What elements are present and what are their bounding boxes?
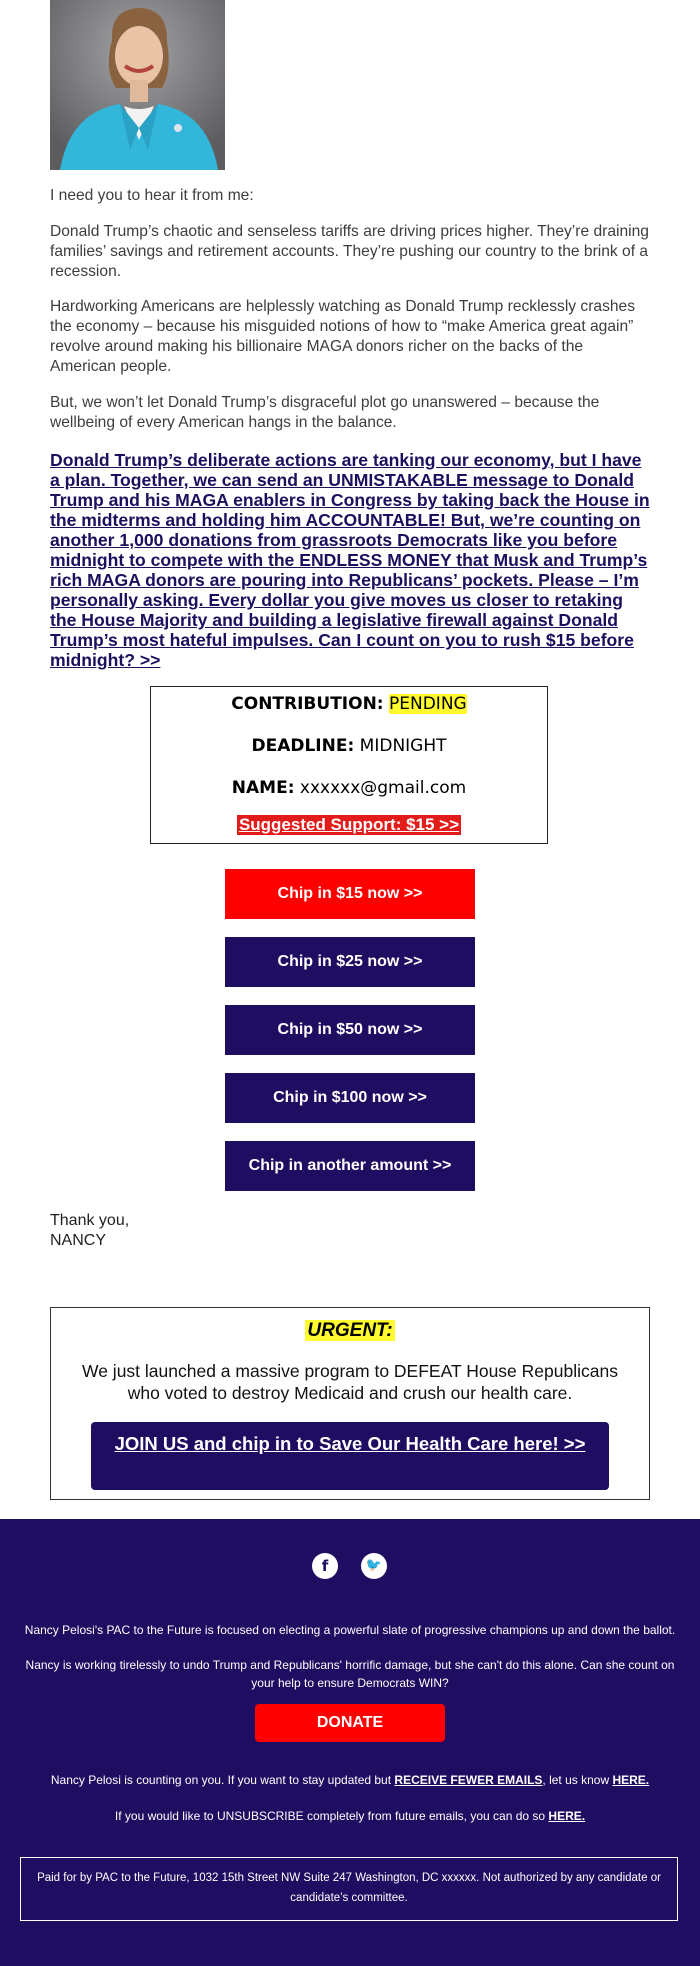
- deadline-label: DEADLINE:: [251, 736, 355, 756]
- body-paragraph-1: Donald Trump’s chaotic and senseless tariffs are driving prices higher. They’re draining families’ savings and retirement accounts. They’re pushing our country to the brink of a recession.: [50, 223, 649, 280]
- chip-in-15-button[interactable]: Chip in $15 now >>: [225, 869, 475, 919]
- name-value: xxxxxx@gmail.com: [299, 778, 467, 798]
- signoff-thanks: Thank you,: [50, 1212, 130, 1229]
- deadline-row: [151, 736, 547, 756]
- footer: [0, 1519, 700, 1966]
- contribution-status-badge: PENDING: [389, 694, 467, 714]
- name-label: NAME:: [231, 778, 295, 798]
- chip-in-25-button[interactable]: Chip in $25 now >>: [225, 937, 475, 987]
- donate-button[interactable]: DONATE: [255, 1704, 445, 1742]
- facebook-icon[interactable]: f: [312, 1553, 338, 1579]
- suggested-row: [151, 815, 547, 835]
- footer-appeal: Nancy is working tirelessly to undo Trump and Republicans' horrific damage, but she can't do this alone. Can she count on your help to ensure Democrats WIN?: [25, 1658, 675, 1690]
- donation-ask-link[interactable]: Donald Trump’s deliberate actions are tanking our economy, but I have a plan. Together, we can send an UNMISTAKABLE message to Donald Trump and his MAGA enablers in Congress by taking back the House in the midterms and holding him ACCOUNTABLE! But, we’re counting on another 1,000 donations from grassroots Democrats like you before midnight to compete with the ENDLESS MONEY that Musk and Trump’s rich MAGA donors are pouring into Republicans’ pockets. Please – I’m personally asking. Every dollar you give moves us closer to retaking the House Majority and building a legislative firewall against Donald Trump’s most hateful impulses. Can I count on you to rush $15 before midnight? >>: [50, 450, 650, 670]
- chip-in-50-button[interactable]: Chip in $50 now >>: [225, 1005, 475, 1055]
- contribution-row: [151, 694, 547, 714]
- name-row: [151, 778, 547, 798]
- deadline-value: MIDNIGHT: [359, 736, 447, 756]
- body-paragraph-2: Hardworking Americans are helplessly watching as Donald Trump recklessly crashes the economy – because his misguided notions of how to “make America great again” revolve around making his billionaire MAGA donors richer on the backs of the American people.: [50, 298, 636, 375]
- urgent-tag: URGENT:: [307, 1320, 393, 1341]
- portrait-photo: [50, 0, 225, 170]
- body-paragraph-3: But, we won’t let Donald Trump’s disgraceful plot go unanswered – because the wellbeing of every American hangs in the balance.: [50, 394, 600, 431]
- chip-in-other-button[interactable]: Chip in another amount >>: [225, 1141, 475, 1191]
- suggested-support-link[interactable]: Suggested Support: $15 >>: [238, 815, 460, 834]
- contribution-status-box: [150, 686, 548, 844]
- signoff-name: NANCY: [50, 1232, 107, 1249]
- contribution-label: CONTRIBUTION:: [231, 694, 384, 714]
- fewer-emails-text: Nancy Pelosi is counting on you. If you want to stay updated but RECEIVE FEWER EMAILS, let us know HERE.: [50, 1773, 650, 1787]
- paid-for-disclaimer: Paid for by PAC to the Future, 1032 15th Street NW Suite 247 Washington, DC xxxxxx. Not authorized by any candidate or candidate’s committee.: [20, 1857, 678, 1921]
- fewer-emails-here-link[interactable]: HERE.: [612, 1773, 650, 1787]
- footer-mission: Nancy Pelosi's PAC to the Future is focused on electing a powerful slate of progressive champions up and down the ballot.: [24, 1623, 676, 1637]
- intro-text: I need you to hear it from me:: [50, 187, 254, 204]
- health-care-cta-button[interactable]: JOIN US and chip in to Save Our Health Care here! >>: [91, 1422, 609, 1490]
- twitter-icon[interactable]: 🐦: [361, 1553, 387, 1579]
- chip-in-100-button[interactable]: Chip in $100 now >>: [225, 1073, 475, 1123]
- receive-fewer-emails-link[interactable]: RECEIVE FEWER EMAILS: [394, 1773, 543, 1787]
- urgent-message: We just launched a massive program to DEFEAT House Republicans who voted to destroy Medicaid and crush our health care.: [82, 1361, 618, 1403]
- unsubscribe-here-link[interactable]: HERE.: [548, 1809, 586, 1823]
- signoff: [50, 1211, 129, 1251]
- urgent-callout: [50, 1307, 650, 1500]
- unsubscribe-text: If you would like to UNSUBSCRIBE completely from future emails, you can do so HERE.: [114, 1809, 586, 1823]
